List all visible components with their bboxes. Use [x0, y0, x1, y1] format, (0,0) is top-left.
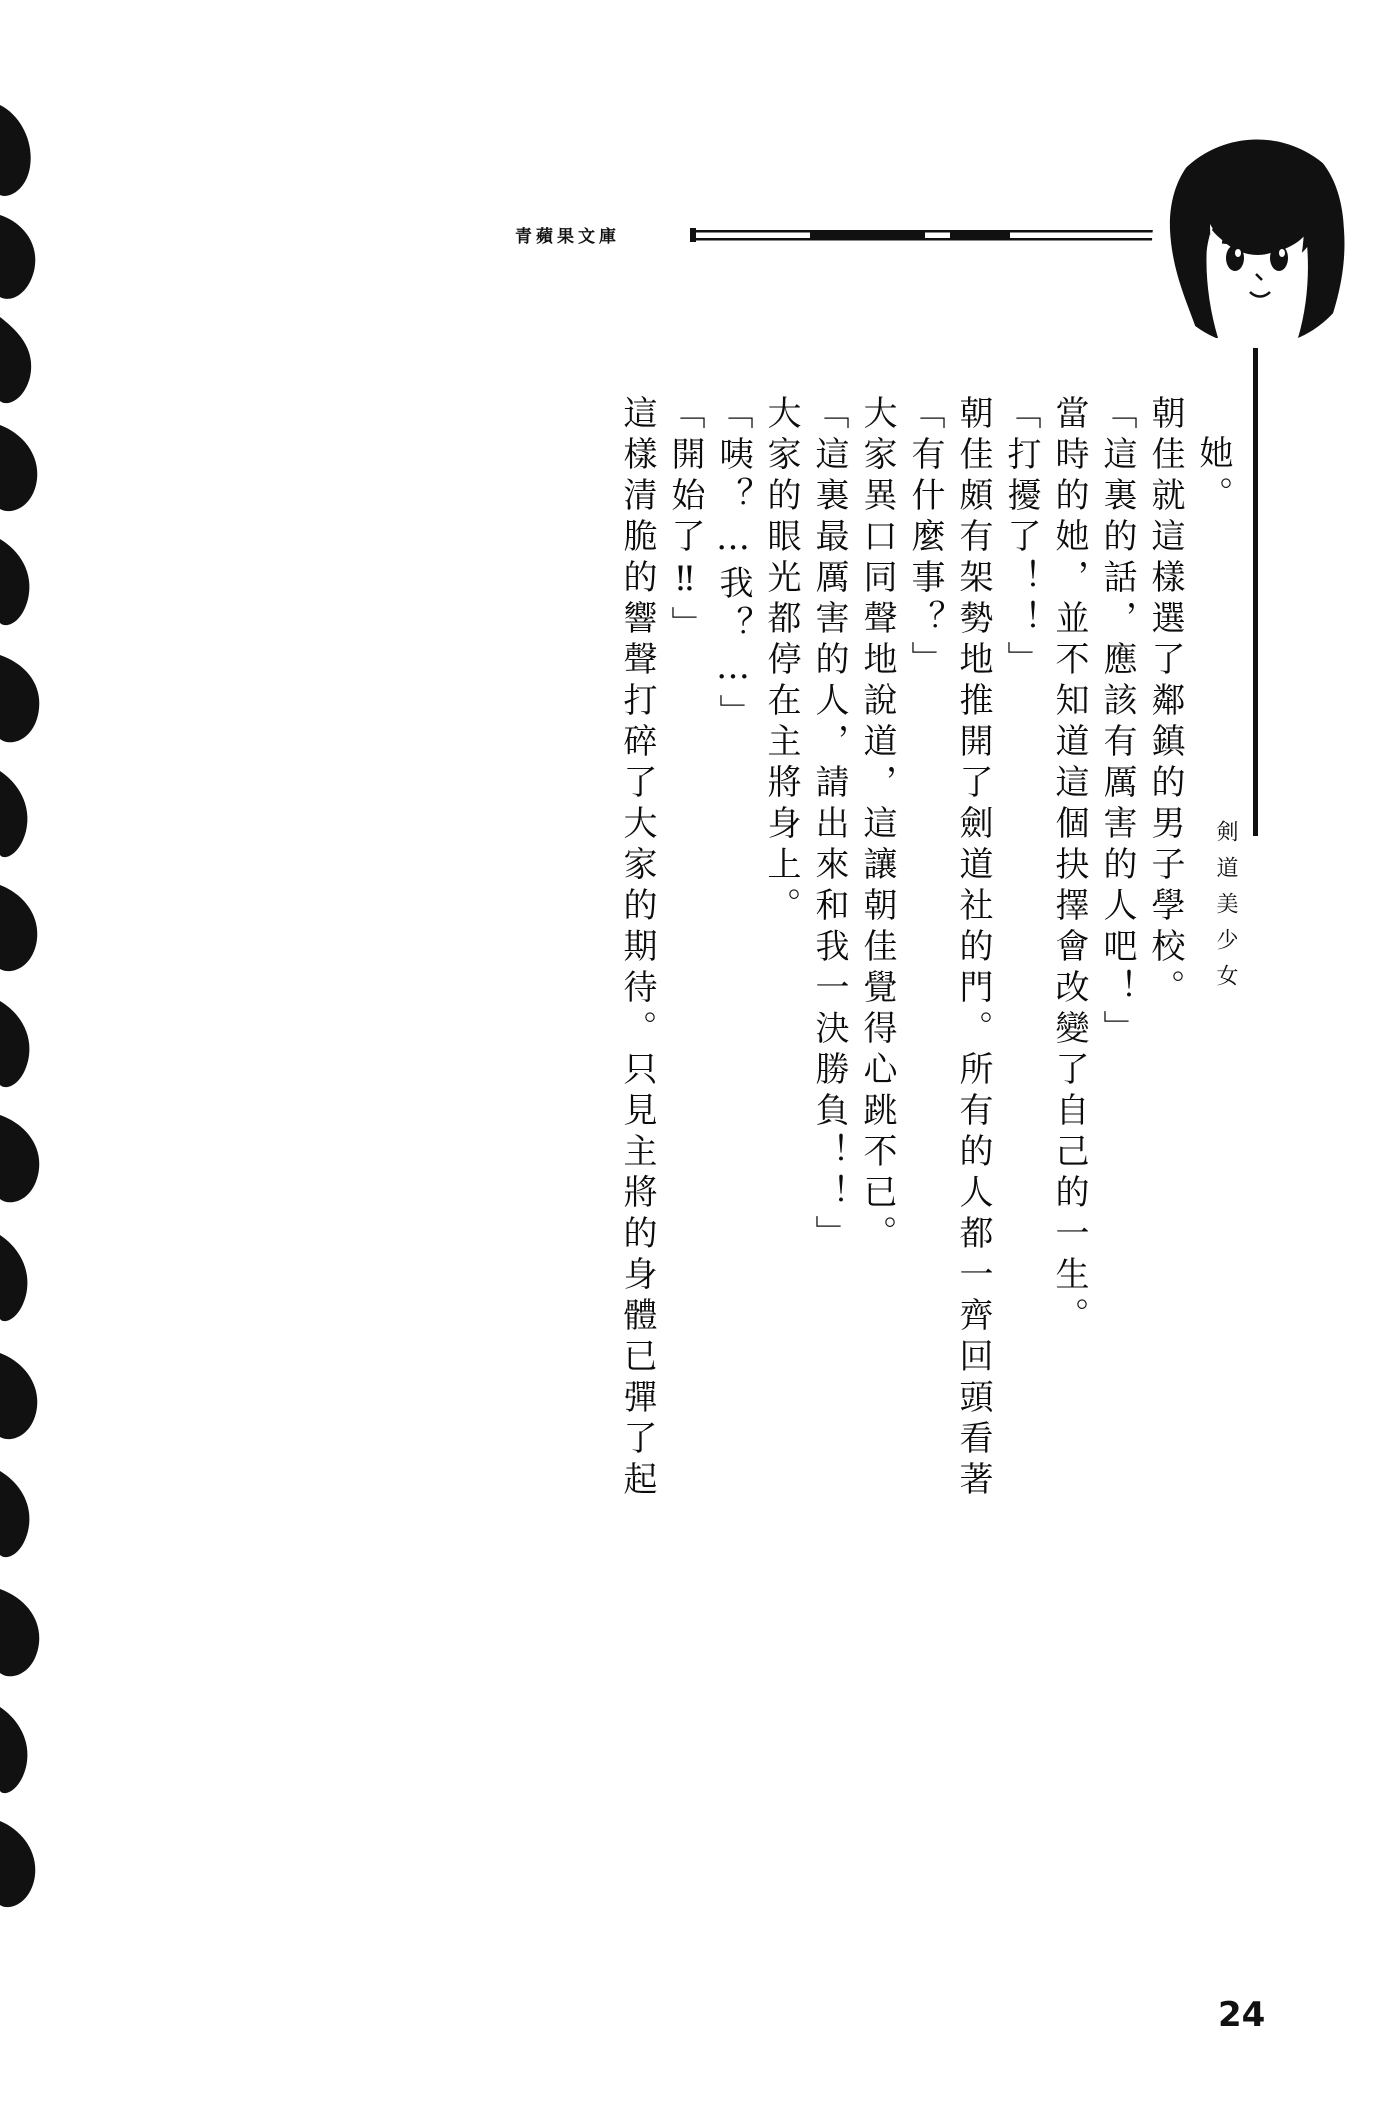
running-header-label: 青蘋果文庫 [515, 227, 620, 247]
text-column: 「這裏的話，應該有厲害的人吧！」 [1097, 395, 1137, 1051]
text-column: 她。 [1193, 435, 1233, 517]
header-rule-icon [690, 228, 1160, 244]
text-column: 「這裏最厲害的人，請出來和我一決勝負！！」 [809, 395, 849, 1256]
side-caption-title: 剣道美少女 [1213, 820, 1238, 1000]
text-column: 大家異口同聲地說道，這讓朝佳覺得心跳不已。 [857, 395, 897, 1256]
header-rule-svg [690, 228, 1160, 244]
text-column: 朝佳頗有架勢地推開了劍道社的門。所有的人都一齊回頭看著 [953, 395, 993, 1502]
text-column: 「有什麼事？」 [905, 395, 945, 682]
vertical-text-body [230, 395, 1233, 1955]
ink-brush-strokes-icon [0, 95, 70, 1925]
text-column: 大家的眼光都停在主將身上。 [761, 395, 801, 928]
text-column: 當時的她，並不知道這個抉擇會改變了自己的一生。 [1049, 395, 1089, 1338]
ink-strokes-svg [0, 95, 70, 1925]
text-column: 「打擾了！！」 [1001, 395, 1041, 682]
portrait-svg [1152, 138, 1362, 348]
text-column: 朝佳就這樣選了鄰鎮的男子學校。 [1145, 395, 1185, 1010]
text-column: 「咦？…我？…」 [713, 395, 753, 735]
page-number: 24 [1218, 1995, 1266, 2035]
manga-girl-face-icon [1152, 138, 1362, 348]
text-column: 「開始了‼」 [665, 395, 705, 647]
text-column: 這樣清脆的響聲打碎了大家的期待。只見主將的身體已彈了起 [617, 395, 657, 1502]
